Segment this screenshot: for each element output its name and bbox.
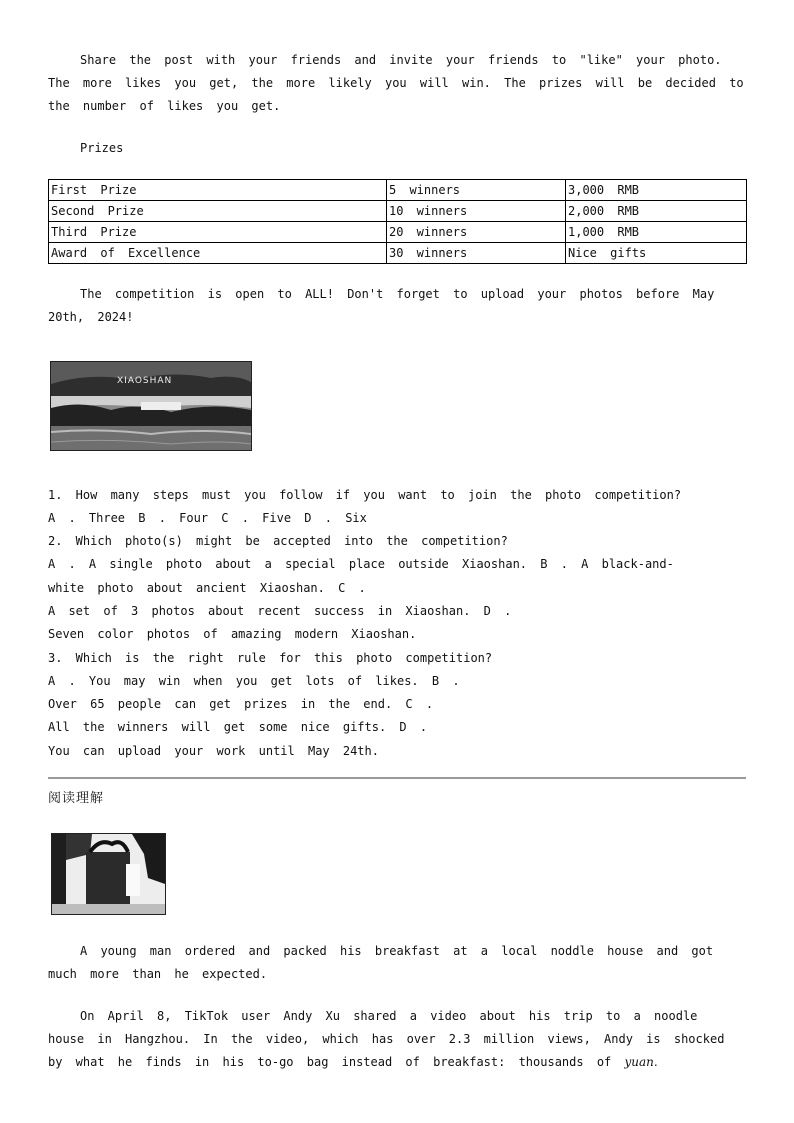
question-line: Seven color photos of amazing modern Xiaoshan.: [48, 627, 417, 641]
prize-reward: 3,000 RMB: [566, 180, 747, 201]
story-paragraph: A young man ordered and packed his breakfast at a local noddle house and got much more than he expected.: [48, 944, 714, 981]
prize-winners: 10 winners: [387, 201, 566, 222]
prize-name: First Prize: [49, 180, 387, 201]
question-line: white photo about ancient Xiaoshan. C .: [48, 581, 366, 595]
prize-table: [48, 179, 747, 264]
prize-reward: 2,000 RMB: [566, 201, 747, 222]
prize-winners: 30 winners: [387, 243, 566, 264]
prize-reward: 1,000 RMB: [566, 222, 747, 243]
question-line: A set of 3 photos about recent success in Xiaoshan. D .: [48, 604, 512, 618]
question-line: 2. Which photo(s) might be accepted into the competition?: [48, 534, 508, 548]
question-line: 3. Which is the right rule for this photo competition?: [48, 651, 493, 665]
xiaoshan-landscape-photo: [50, 361, 252, 451]
story-text: On April 8, TikTok user Andy Xu shared a video about his trip to a noodle house in Hangzhou. In the video, which has over 2.3 million views, Andy is shocked by what he finds in his to-go bag instead of breakfast: thousands of: [48, 1009, 725, 1069]
section-heading: 阅读理解: [48, 791, 105, 806]
prize-name: Second Prize: [49, 201, 387, 222]
question-line: A . You may win when you get lots of likes. B .: [48, 674, 460, 688]
table-row: [49, 201, 747, 222]
prize-reward: Nice gifts: [566, 243, 747, 264]
question-line: A . Three B . Four C . Five D . Six: [48, 511, 367, 525]
to-go-bag-photo: [51, 833, 166, 915]
question-line: All the winners will get some nice gifts. D .: [48, 720, 428, 734]
open-paragraph: The competition is open to ALL! Don't forget to upload your photos before May 20th, 2024!: [48, 287, 715, 324]
question-line: A . A single photo about a special place outside Xiaoshan. B . A black-and-: [48, 557, 674, 571]
intro-paragraph: Share the post with your friends and invite your friends to "like" your photo. The more likes you get, the more likely you will win. The prizes will be decided to the number of likes you get.: [48, 53, 744, 113]
story-paragraph: [48, 1005, 746, 1074]
section-divider: [48, 777, 746, 779]
question-line: Over 65 people can get prizes in the end. C .: [48, 697, 434, 711]
prize-winners: 20 winners: [387, 222, 566, 243]
question-line: 1. How many steps must you follow if you want to join the photo competition?: [48, 488, 682, 502]
prize-winners: 5 winners: [387, 180, 566, 201]
table-row: [49, 180, 747, 201]
table-row: [49, 222, 747, 243]
prize-name: Award of Excellence: [49, 243, 387, 264]
question-line: You can upload your work until May 24th.: [48, 744, 379, 758]
story-italic-word: yuan.: [624, 1055, 658, 1069]
prizes-heading: Prizes: [80, 141, 124, 155]
prize-name: Third Prize: [49, 222, 387, 243]
table-row: [49, 243, 747, 264]
photo-caption: XIAOSHAN: [117, 376, 173, 386]
